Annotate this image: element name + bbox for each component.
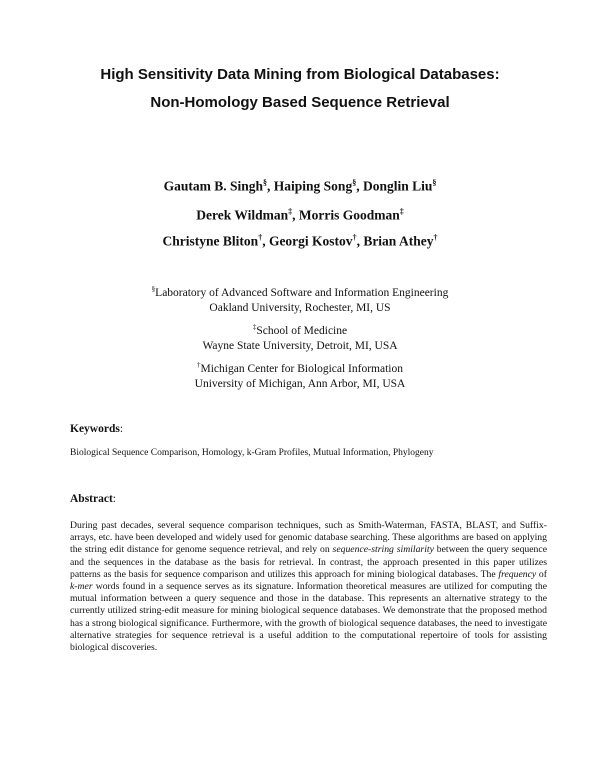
affiliation-block <box>0 358 600 392</box>
author-name: Georgi Kostov <box>268 233 353 249</box>
author-mark: § <box>263 178 268 187</box>
author-mark: ‡ <box>399 207 404 216</box>
abstract-text: between the query sequence and the sequences in the database as the basis for retrieval. In contrast, the approach presented in this paper utilizes patterns as the basis for sequence comparison and utilizes this approach for mining biological databases. The <box>70 544 548 580</box>
affiliation-place: University of Michigan, Ann Arbor, MI, USA <box>194 377 406 390</box>
affiliation-place: Wayne State University, Detroit, MI, USA <box>202 339 398 352</box>
affiliation-name: Laboratory of Advanced Software and Information Engineering <box>155 286 449 299</box>
author-separator: , <box>262 233 269 249</box>
abstract-heading-label: Abstract <box>70 493 113 505</box>
affiliation-mark: § <box>151 285 156 293</box>
author-name: Donglin Liu <box>362 178 433 194</box>
affiliation-place: Oakland University, Rochester, MI, US <box>209 301 391 314</box>
paper-title-line-1: High Sensitivity Data Mining from Biological Databases: <box>100 66 500 83</box>
author-name: Haiping Song <box>273 178 353 194</box>
paper-title-line-2: Non-Homology Based Sequence Retrieval <box>150 94 450 111</box>
keywords-heading-colon: : <box>119 423 124 435</box>
abstract-emphasis: frequency <box>498 568 537 580</box>
abstract-emphasis: k-mer <box>70 581 93 593</box>
keywords-heading <box>70 423 123 435</box>
author-line-3 <box>0 233 600 250</box>
author-mark: † <box>433 233 438 242</box>
abstract-body <box>70 520 547 654</box>
affiliation-block <box>0 282 600 316</box>
author-name: Brian Athey <box>363 233 434 249</box>
affiliation-block <box>0 320 600 354</box>
author-name: Christyne Bliton <box>162 233 259 249</box>
author-name: Derek Wildman <box>196 207 289 223</box>
author-line-2 <box>0 207 600 224</box>
author-name: Gautam B. Singh <box>163 178 264 194</box>
author-name: Morris Goodman <box>298 207 400 223</box>
abstract-text: words found in a sequence serves as its signature. Information theoretical measures are utilized for computing the mutual information between a query sequence and those in the database. This represents an alternative strategy to the currently utilized string-edit measure for mining biological sequence databases. We demonstrate that the proposed method has a strong biological significance. Furthermore, with the growth of biological sequence databases, the need to investigate alternative strategies for sequence retrieval is a useful addition to the computational repertoire of tools for assisting biological discoveries. <box>70 581 547 654</box>
author-mark: § <box>352 178 357 187</box>
author-mark: † <box>352 233 357 242</box>
author-mark: ‡ <box>288 207 293 216</box>
affiliation-name-line <box>0 320 600 339</box>
author-separator: , <box>356 178 363 194</box>
affiliation-name: School of Medicine <box>256 324 348 337</box>
affiliation-mark: ‡ <box>252 323 257 331</box>
keywords-heading-label: Keywords <box>70 423 120 435</box>
abstract-text: of <box>536 568 547 580</box>
abstract-heading <box>70 493 116 505</box>
author-mark: § <box>432 178 437 187</box>
author-separator: , <box>292 207 299 223</box>
affiliation-mark: † <box>197 361 201 369</box>
affiliation-name: Michigan Center for Biological Information <box>200 362 403 375</box>
author-line-1 <box>0 178 600 195</box>
affiliation-name-line <box>0 282 600 301</box>
affiliation-name-line <box>0 358 600 377</box>
abstract-emphasis: sequence-string similarity <box>332 544 434 556</box>
abstract-heading-colon: : <box>112 493 116 505</box>
author-mark: † <box>258 233 263 242</box>
abstract-text: During past decades, several sequence comparison techniques, such as Smith-Waterman, FASTA, BLAST, and Suffix-arrays, etc. have been developed and widely used for genomic database searching. These algorithms are based on applying the string edit distance for genome sequence retrieval, and rely on <box>70 520 547 556</box>
author-separator: , <box>267 178 274 194</box>
author-separator: , <box>356 233 364 249</box>
keywords-text: Biological Sequence Comparison, Homology, k-Gram Profiles, Mutual Information, Phylogeny <box>70 448 434 458</box>
